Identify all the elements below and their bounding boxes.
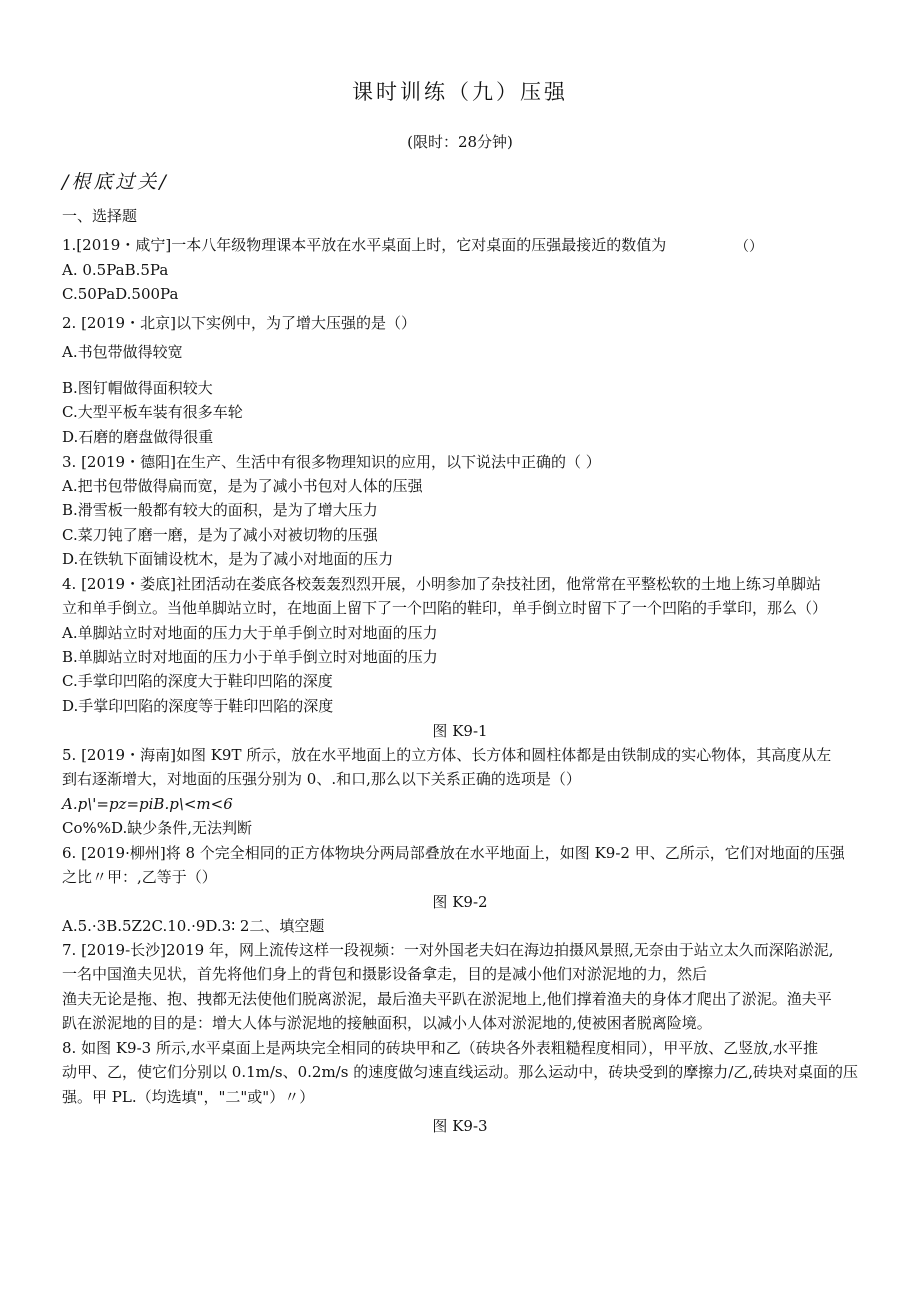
question-2-option-a: A.书包带做得较宽 [62, 343, 183, 361]
part-heading: 一、选择题 [62, 207, 138, 225]
question-3-option-c: C.菜刀钝了磨一磨，是为了减小对被切物的压强 [62, 526, 378, 544]
question-4-option-d: D.手掌印凹陷的深度等于鞋印凹陷的深度 [62, 697, 334, 715]
question-4-option-b: B.单脚站立时对地面的压力小于单手倒立时对地面的压力 [62, 648, 438, 666]
question-1-options-cd: C.50PaD.500Pa [62, 285, 179, 303]
question-5-options-cd: Co%%D.缺少条件,无法判断 [62, 819, 253, 837]
page-title: 课时训练（九）压强 [352, 80, 568, 104]
question-4-option-c: C.手掌印凹陷的深度大于鞋印凹陷的深度 [62, 672, 333, 690]
section-heading: /根底过关/ [62, 171, 169, 193]
question-7-line-3: 渔夫无论是拖、抱、拽都无法使他们脱离淤泥，最后渔夫平趴在淤泥地上,他们撑着渔夫的身体才爬出了淤泥。渔夫平 [62, 990, 832, 1008]
question-7-line-4: 趴在淤泥地的目的是：增大人体与淤泥地的接触面积，以减小人体对淤泥地的,使被困者脱离险境。 [62, 1014, 712, 1032]
question-4-stem-line-2: 立和单手倒立。当他单脚站立时，在地面上留下了一个凹陷的鞋印，单手倒立时留下了一个凹陷的手掌印，那么（） [62, 599, 828, 617]
figure-caption-k9-3: 图 K9-3 [432, 1117, 488, 1135]
question-1-stem: 1.[2019・咸宁]一本八年级物理课本平放在水平桌面上时，它对桌面的压强最接近的数值为 [62, 236, 667, 254]
question-5-stem-line-2: 到右逐渐增大，对地面的压强分别为 0、.和口,那么以下关系正确的选项是（） [62, 770, 581, 788]
question-6-stem-line-2: 之比〃甲：,乙等于（） [62, 868, 217, 886]
question-7-line-2: 一名中国渔夫见状，首先将他们身上的背包和摄影设备拿走，目的是减小他们对淤泥地的力，然后 [62, 965, 708, 983]
question-5-stem-line-1: 5. [2019・海南]如图 K9T 所示，放在水平地面上的立方体、长方体和圆柱体都是由铁制成的实心物体，其高度从左 [62, 746, 832, 764]
question-3-stem: 3. [2019・德阳]在生产、生活中有很多物理知识的应用，以下说法中正确的（ ） [62, 453, 601, 471]
question-2-stem: 2. [2019・北京]以下实例中，为了增大压强的是（） [62, 314, 416, 332]
question-1-options-ab: A. 0.5PaB.5Pa [62, 261, 169, 279]
question-4-stem-line-1: 4. [2019・娄底]社团活动在娄底各校轰轰烈烈开展，小明参加了杂技社团，他常常在平整松软的土地上练习单脚站 [62, 575, 821, 593]
question-8-line-2: 动甲、乙，使它们分别以 0.1m/s、0.2m/s 的速度做匀速直线运动。那么运动中，砖块受到的摩擦力/乙,砖块对桌面的压 [62, 1063, 859, 1081]
time-limit: (限时：28分钟) [407, 133, 513, 151]
question-4-option-a: A.单脚站立时对地面的压力大于单手倒立时对地面的压力 [62, 624, 438, 642]
question-7-line-1: 7. [2019-长沙]2019 年，网上流传这样一段视频：一对外国老夫妇在海边拍摄风景照,无奈由于站立太久而深陷淤泥, [62, 941, 834, 959]
question-3-option-d: D.在铁轨下面铺设枕木，是为了减小对地面的压力 [62, 550, 394, 568]
question-2-option-b: B.图钉帽做得面积较大 [62, 379, 213, 397]
question-2-option-c: C.大型平板车装有很多车轮 [62, 403, 243, 421]
question-8-line-1: 8. 如图 K9-3 所示,水平桌面上是两块完全相同的砖块甲和乙（砖块各外表粗糙程度相同），甲平放、乙竖放,水平推 [62, 1039, 819, 1057]
question-3-option-a: A.把书包带做得扁而宽，是为了减小书包对人体的压强 [62, 477, 423, 495]
question-3-option-b: B.滑雪板一般都有较大的面积，是为了增大压力 [62, 501, 378, 519]
figure-caption-k9-1: 图 K9-1 [432, 722, 488, 740]
question-8-line-3: 强。甲 PL.（均选填"，"二"或"）〃） [62, 1088, 315, 1106]
question-6-options: A.5.·3B.5Z2C.10.·9D.3∶ 2二、填空题 [62, 917, 325, 935]
figure-caption-k9-2: 图 K9-2 [432, 893, 488, 911]
question-5-options-ab: A.p\'=pz=piB.p\<m<6 [62, 795, 233, 813]
question-1-answer-paren: （） [735, 239, 763, 255]
question-6-stem-line-1: 6. [2019·柳州]将 8 个完全相同的正方体物块分两局部叠放在水平地面上，如图 K9-2 甲、乙所示，它们对地面的压强 [62, 844, 845, 862]
question-2-option-d: D.石磨的磨盘做得很重 [62, 428, 214, 446]
